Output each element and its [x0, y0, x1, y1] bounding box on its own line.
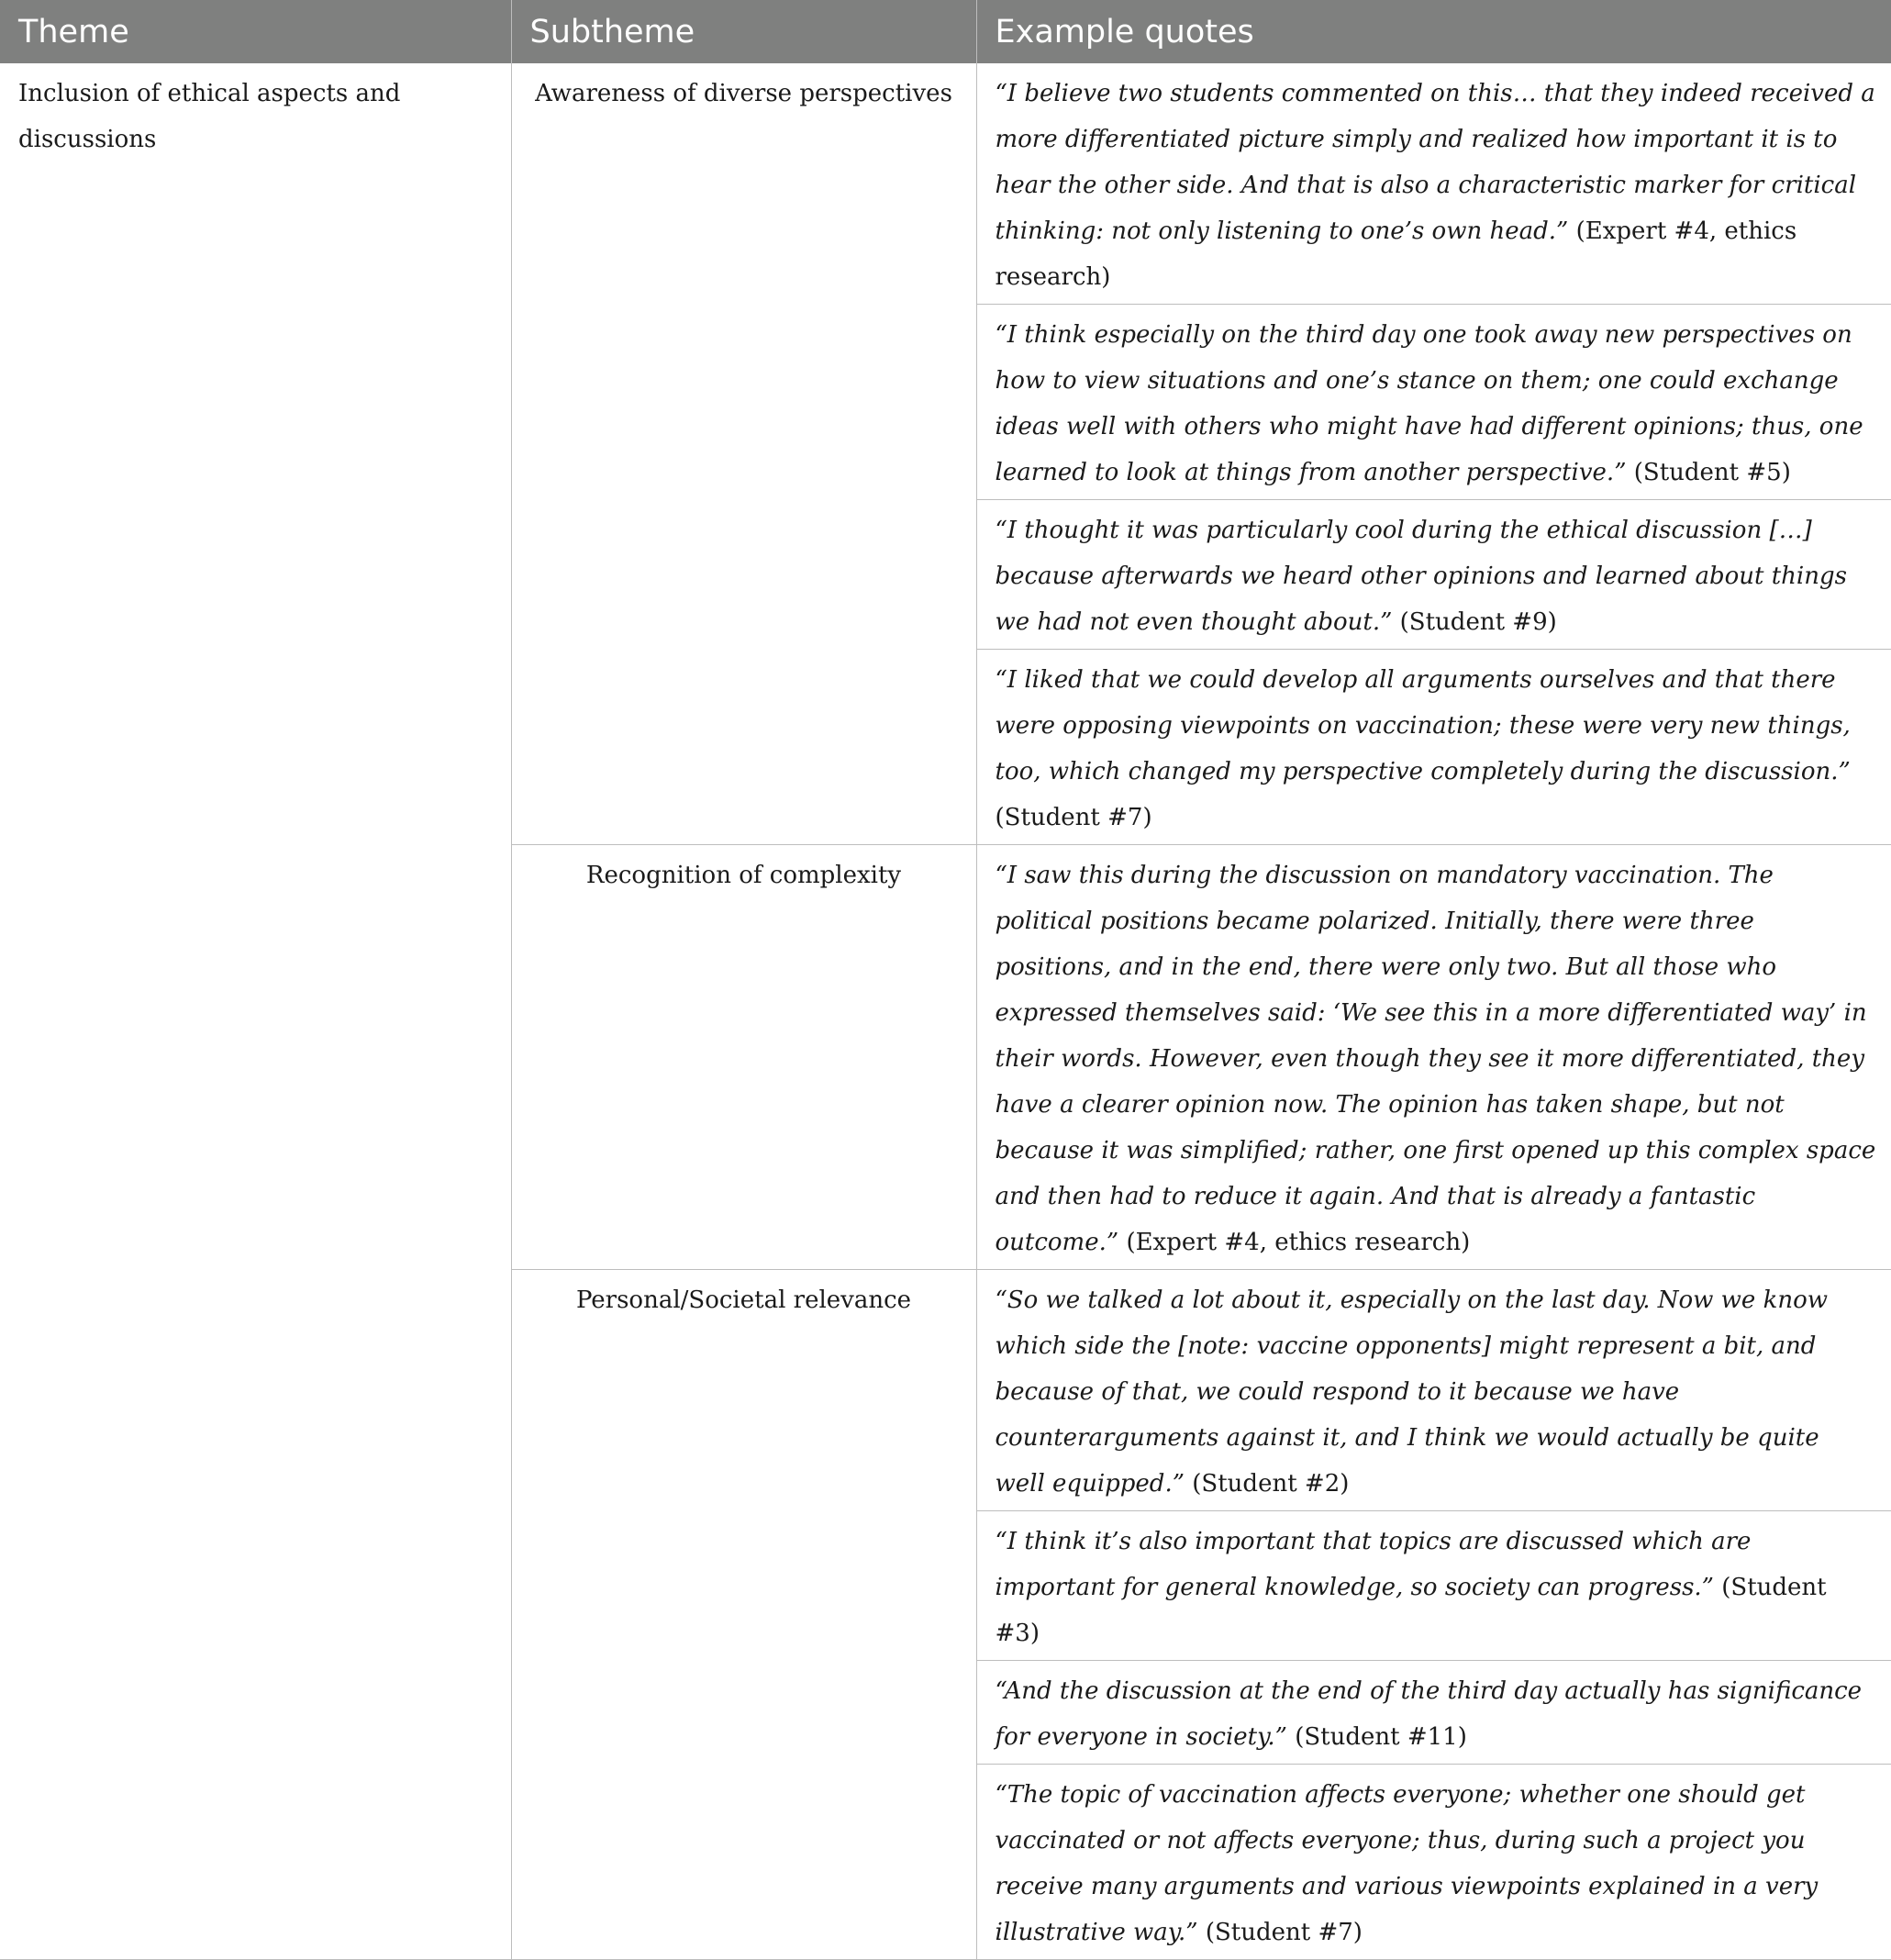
- quote-cell: [976, 1765, 1891, 1960]
- quote-attribution: (Student #7): [1205, 1919, 1363, 1946]
- quote-text: “I think especially on the third day one took away new perspectives on how to view situations and one’s stance on them; one could exchange ideas well with others who might have had different opinions; thus, one learned to look at things from another perspective.”: [995, 321, 1863, 486]
- quote-attribution: (Student #7): [995, 804, 1152, 831]
- subtheme-cell-complexity: Recognition of complexity: [511, 845, 976, 1270]
- quote-attribution: (Student #11): [1295, 1723, 1467, 1751]
- table-body: [0, 63, 1891, 1960]
- quote-attribution: (Student #3): [995, 1574, 1827, 1647]
- table-row: [0, 63, 1891, 305]
- quote-attribution: (Student #9): [1399, 608, 1557, 636]
- quote-text: “I believe two students commented on this… that they indeed received a more differentiated picture simply and realized how important it is to hear the other side. And that is also a characteristic marker for critical thinking: not only listening to one’s own head.”: [995, 80, 1875, 245]
- quote-attribution: (Student #5): [1633, 459, 1791, 486]
- quote-text: “The topic of vaccination affects everyone; whether one should get vaccinated or not affects everyone; thus, during such a project you receive many arguments and various viewpoints explained in a very illustrative way.”: [995, 1781, 1819, 1946]
- quote-cell: [976, 1511, 1891, 1661]
- quote-text: “I liked that we could develop all arguments ourselves and that there were opposing viewpoints on vaccination; these were very new things, too, which changed my perspective completely during the discussion.”: [995, 666, 1851, 785]
- header-subtheme: Subtheme: [511, 0, 976, 63]
- quote-attribution: (Expert #4, ethics research): [995, 217, 1797, 291]
- quote-cell: [976, 305, 1891, 500]
- theme-cell: Inclusion of ethical aspects and discussions: [0, 63, 511, 1960]
- quote-attribution: (Expert #4, ethics research): [1126, 1229, 1471, 1256]
- quote-cell: [976, 650, 1891, 845]
- header-example-quotes: Example quotes: [976, 0, 1891, 63]
- quote-text: “So we talked a lot about it, especially on the last day. Now we know which side the [note: vaccine opponents] might represent a bit, and because of that, we could respond to it because we have counterarguments against it, and I think we would actually be quite well equipped.”: [995, 1286, 1828, 1498]
- header-row: [0, 0, 1891, 63]
- subtheme-cell-relevance: Personal/Societal relevance: [511, 1270, 976, 1960]
- quote-cell: [976, 500, 1891, 650]
- quote-cell: [976, 1661, 1891, 1765]
- quote-text: “I thought it was particularly cool during the ethical discussion […] because afterwards we heard other opinions and learned about things we had not even thought about.”: [995, 517, 1847, 636]
- subtheme-cell-awareness: Awareness of diverse perspectives: [511, 63, 976, 845]
- quote-attribution: (Student #2): [1192, 1470, 1350, 1498]
- quote-cell: [976, 845, 1891, 1270]
- table-header: [0, 0, 1891, 63]
- quote-cell: [976, 1270, 1891, 1511]
- header-theme: Theme: [0, 0, 511, 63]
- quote-text: “I think it’s also important that topics are discussed which are important for general knowledge, so society can progress.”: [995, 1528, 1752, 1601]
- quote-cell: [976, 63, 1891, 305]
- quote-text: “I saw this during the discussion on mandatory vaccination. The political positions became polarized. Initially, there were three positions, and in the end, there were only two. But all those who expressed themselves said: ‘We see this in a more differentiated way’ in their words. However, even though they see it more differentiated, they have a clearer opinion now. The opinion has taken shape, but not because it was simplified; rather, one first opened up this complex space and then had to reduce it again. And that is already a fantastic outcome.”: [995, 862, 1876, 1256]
- quote-text: “And the discussion at the end of the third day actually has significance for everyone in society.”: [995, 1677, 1863, 1751]
